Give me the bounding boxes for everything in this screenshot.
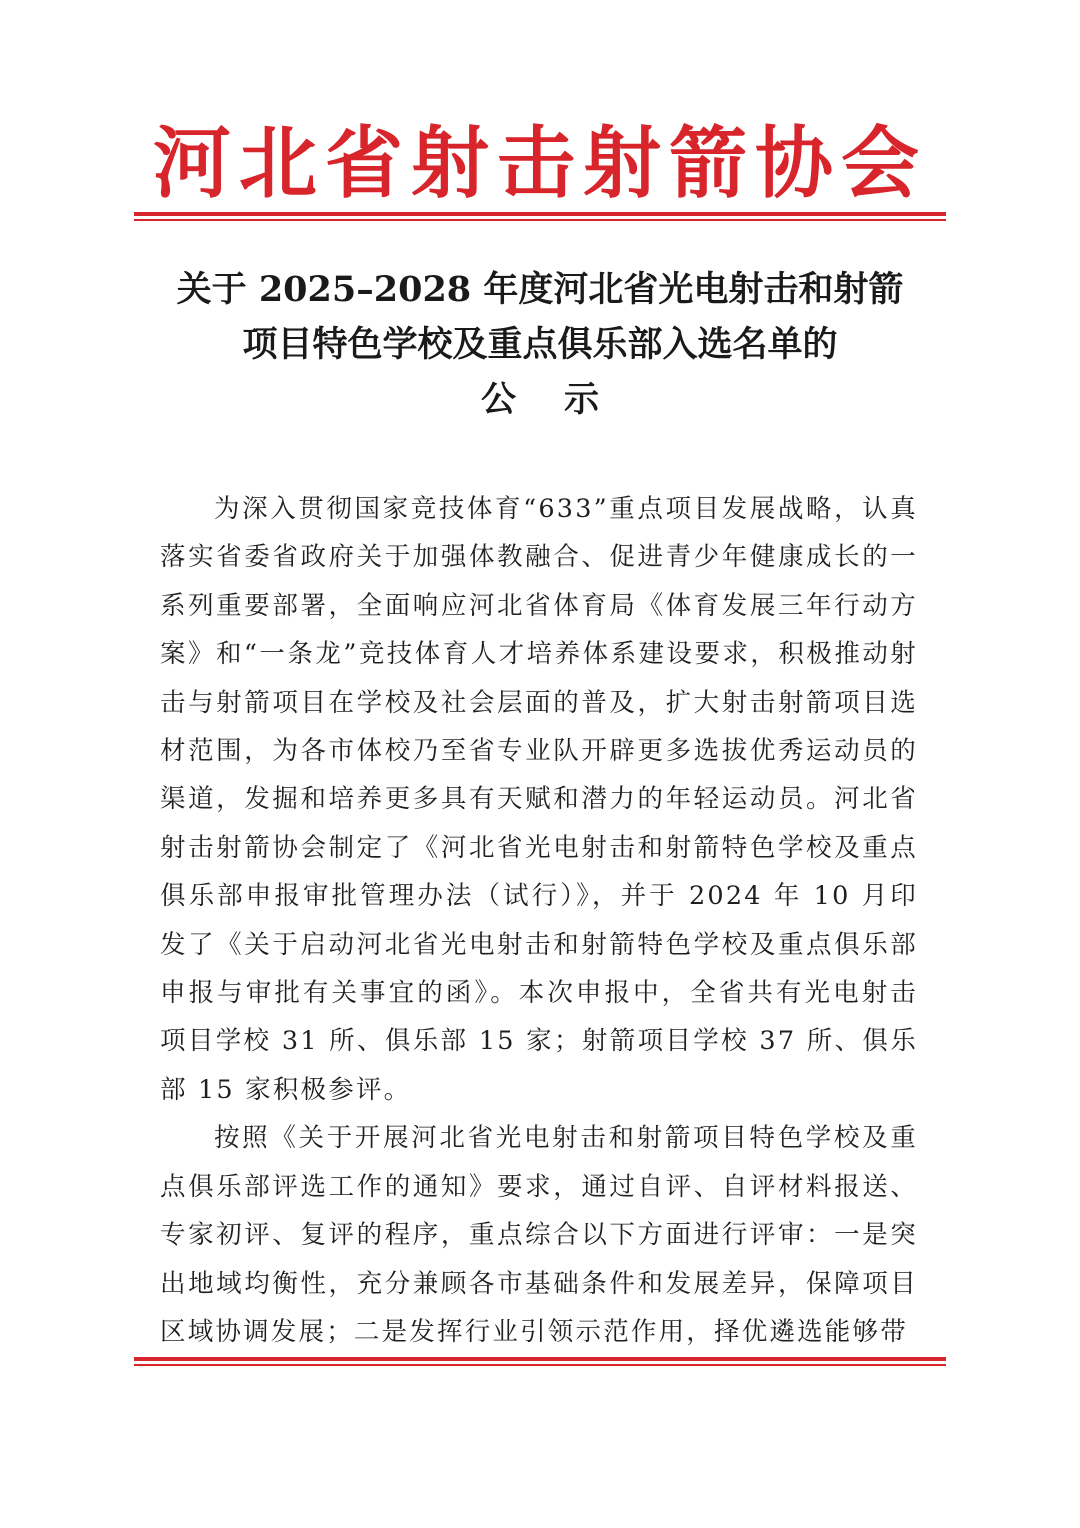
document-title xyxy=(140,262,940,427)
divider-thin-line xyxy=(134,219,946,221)
body-paragraph-2: 按照《关于开展河北省光电射击和射箭项目特色学校及重点俱乐部评选工作的通知》要求，通过自评、自评材料报送、专家初评、复评的程序，重点综合以下方面进行评审：一是突出地域均衡性，充分兼顾各市基础条件和发展差异，保障项目区域协调发展；二是发挥行业引领示范作用，择优遴选能够带 xyxy=(160,1123,918,1347)
footer-divider-thick-line xyxy=(134,1357,946,1361)
footer-divider-thin-line xyxy=(134,1364,946,1366)
title-line-3: 公示 xyxy=(480,379,647,420)
title-line-2: 项目特色学校及重点俱乐部入选名单的 xyxy=(242,324,838,365)
footer-divider xyxy=(134,1357,946,1366)
body-paragraph-1: 为深入贯彻国家竞技体育“633”重点项目发展战略，认真落实省委省政府关于加强体教融合、促进青少年健康成长的一系列重要部署，全面响应河北省体育局《体育发展三年行动方案》和“一条龙”竞技体育人才培养体系建设要求，积极推动射击与射箭项目在学校及社会层面的普及，扩大射击射箭项目选材范围，为各市体校乃至省专业队开辟更多选拔优秀运动员的渠道，发掘和培养更多具有天赋和潜力的年轻运动员。河北省射击射箭协会制定了《河北省光电射击和射箭特色学校及重点俱乐部申报审批管理办法（试行）》，并于 2024 年 10 月印发了《关于启动河北省光电射击和射箭特色学校及重点俱乐部申报与审批有关事宜的函》。本次申报中，全省共有光电射击项目学校 31 所、俱乐部 15 家；射箭项目学校 37 所、俱乐部 15 家积极参评。 xyxy=(160,494,918,1105)
letterhead-org-name: 河北省射击射箭协会 xyxy=(152,118,927,209)
divider-thick-line xyxy=(134,212,946,216)
letterhead-divider xyxy=(134,212,946,221)
title-line-1: 关于 2025–2028 年度河北省光电射击和射箭 xyxy=(176,269,904,310)
document-body xyxy=(160,485,918,1356)
